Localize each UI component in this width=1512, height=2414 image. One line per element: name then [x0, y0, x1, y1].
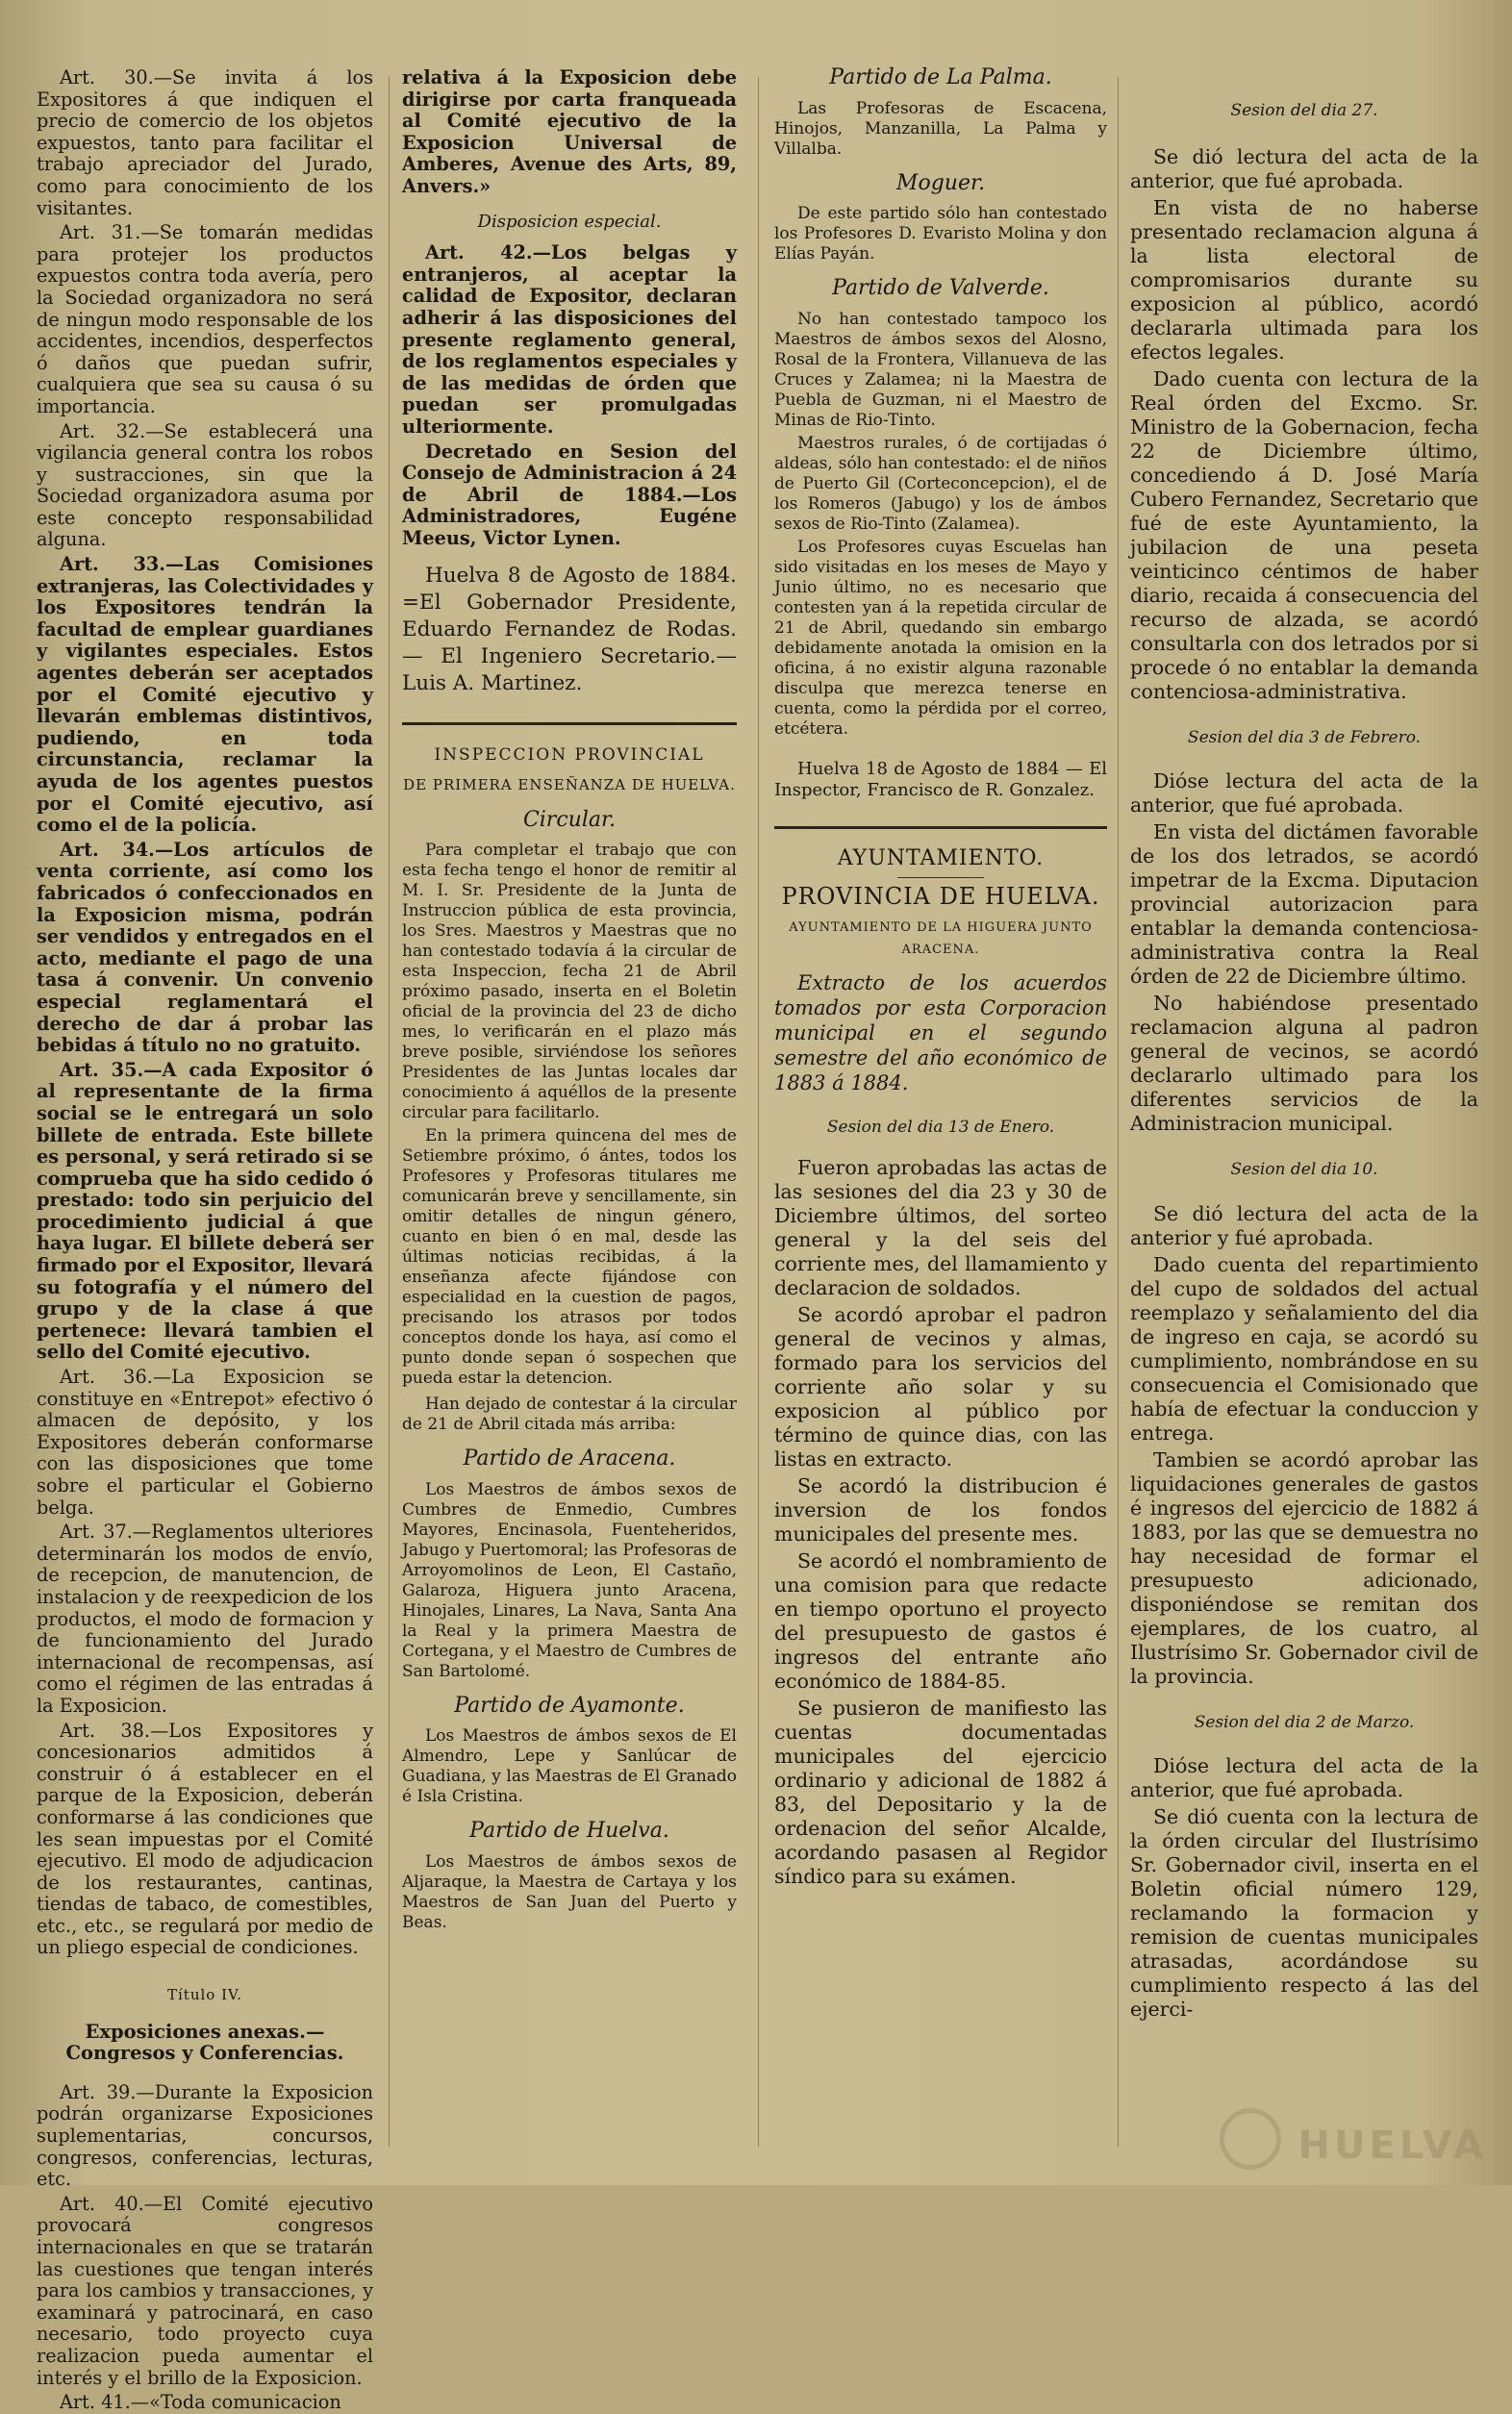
ayuntamiento-heading: AYUNTAMIENTO. — [837, 845, 1045, 870]
inspection-heading: INSPECCION PROVINCIAL — [434, 745, 705, 766]
article-34: Art. 34.—Los artículos de venta corriente, así como los fabricados ó confeccionados en la Exposicion misma, podrán ser vendidos y entregados en el acto, mediante el pago de una tasa á convenir. Un convenio especial reglamentará el derecho de dar á probar las bebidas á título no no gratuito. — [37, 838, 373, 1057]
ayuntamiento-subheading: AYUNTAMIENTO DE LA HIGUERA JUNTO ARACENA. — [789, 919, 1093, 957]
acuerdo-10-1: Se dió lectura del acta de la anterior y fué aprobada. — [1130, 1201, 1478, 1249]
acuerdo-27-2: En vista de no haberse presentado reclamacion alguna á la lista electoral de compromisarios durante su exposicion al público, acordó declararla ultimada para los efectos legales. — [1130, 195, 1478, 364]
inspection-subheading: DE PRIMERA ENSEÑANZA DE HUELVA. — [403, 776, 736, 794]
acuerdo-4: Se acordó el nombramiento de una comision para que redacte en tiempo oportuno el proyecto del presupuesto de gastos é ingresos del entrante año económico de 1884-85. — [774, 1548, 1107, 1693]
circular-para-1: Para completar el trabajo que con esta fecha tengo el honor de remitir al M. I. Sr. Presidente de la Junta de Instruccion pública de esta provincia, los Sres. Maestros y Maestras que no han contestado todavía á la circular de esta Inspeccion, fecha 21 de Abril próximo pasado, inserta en el Boletin oficial de la provincia del 23 de dicho mes, lo verificarán en el plazo más breve posible, sirviéndose los señores Presidentes de las Juntas locales dar conocimiento á aquéllos de la presente circular para facilitarlo. — [402, 841, 737, 1123]
acuerdo-2: Se acordó aprobar el padron general de vecinos y almas, formado para los servicios del corriente año solar y su exposicion al público por término de quince dias, con las listas en extracto. — [774, 1302, 1107, 1471]
valverde-text-1: No han contestado tampoco los Maestros de ámbos sexos del Alosno, Rosal de la Frontera, Villanueva de las Cruces y Zalamea; ni la Maestra de Puebla de Guzman, ni el Maestro de Minas de Rio-Tinto. — [774, 309, 1107, 430]
sesion-13-enero: Sesion del dia 13 de Enero. — [826, 1118, 1055, 1138]
article-41-cont: relativa á la Exposicion debe dirigirse por carta franqueada al Comité ejecutivo de la Exposicion Universal de Amberes, Avenue des Arts, 89, Anvers.» — [402, 66, 737, 197]
acuerdo-10-3: Tambien se acordó aprobar las liquidaciones generales de gastos é ingresos del ejercicio de 1882 á 1883, por las que se demuestra no hay necesidad de formar el presupuesto adicionado, disponiéndose se remitan dos ejemplares, de los cuatro, al Ilustrísimo Sr. Gobernador civil de la provincia. — [1130, 1447, 1478, 1688]
acuerdo-feb-1: Dióse lectura del acta de la anterior, que fué aprobada. — [1130, 769, 1478, 817]
circular-para-3: Han dejado de contestar á la circular de 21 de Abril citada más arriba: — [402, 1395, 737, 1435]
sesion-10: Sesion del dia 10. — [1230, 1160, 1378, 1180]
column-divider — [1118, 77, 1119, 2147]
circular-para-2: En la primera quincena del mes de Setiembre próximo, ó ántes, todos los Profesores y Profesoras titulares me comunicarán breve y sencillamente, sin omitir detalles de ningun género, cuanto en bien ó en mal, desde las últimas noticias recibidas, á la enseñanza afecte fijándose con especialidad en la cuestion de pagos, precisando los atrasos por todos conceptos donde los haya, así como el punto donde sepan ó sospechen que pueda estar la detencion. — [402, 1126, 737, 1389]
article-37: Art. 37.—Reglamentos ulteriores determinarán los modos de envío, de recepcion, de manutencion, de instalacion y de reexpedicion de los productos, el modo de formacion y de funcionamiento del Jurado internacional de recompensas, así como el régimen de las entradas á la Exposicion. — [37, 1521, 373, 1717]
article-39: Art. 39.—Durante la Exposicion podrán organizarse Exposiciones suplementarias, concursos, congresos, conferencias, lecturas, etc. — [37, 2080, 373, 2191]
watermark-text: HUELVA — [1298, 2124, 1487, 2168]
title-iv: Título IV. — [167, 1986, 242, 2004]
article-30: Art. 30.—Se invita á los Expositores á que indiquen el precio de comercio de los objetos expuestos, tanto para facilitar el trabajo apreciador del Jurado, como para conocimiento de los visitantes. — [37, 66, 373, 219]
column-divider — [758, 77, 759, 2147]
article-35: Art. 35.—A cada Expositor ó al representante de la firma social se le entregará un solo billete de entrada. Este billete es personal, y será retirado si se comprueba que ha sido cedido ó prestado: todo sin perjuicio del procedimiento judicial á que haya lugar. El billete deberá ser firmado por el Expositor, llevará su fotografía y el número del grupo y de la clase á que pertenece: llevará tambien el sello del Comité ejecutivo. — [37, 1058, 373, 1364]
acuerdo-feb-2: En vista del dictámen favorable de los dos letrados, se acordó impetrar de la Excma. Diputacion provincial autorizacion para entablar la demanda contenciosa-administrativa contra la Real órden de 22 de Diciembre último. — [1130, 820, 1478, 989]
acuerdo-27-3: Dado cuenta con lectura de la Real órden del Excmo. Sr. Ministro de la Gobernacion, fecha 22 de Diciembre último, concediendo á D. José María Cubero Fernandez, Secretario que fué de este Ayuntamiento, la jubilacion de una peseta veinticinco céntimos de haber diario, recaida á consecuencia del recurso de alzada, se acordó consultarla con dos letrados por si procede ó no entablar la demanda contenciosa-administrativa. — [1130, 366, 1478, 703]
acuerdo-3: Se acordó la distribucion é inversion de los fondos municipales del presente mes. — [774, 1473, 1107, 1546]
sesion-2-marzo: Sesion del dia 2 de Marzo. — [1194, 1712, 1415, 1732]
sesion-27: Sesion del dia 27. — [1230, 101, 1378, 120]
valverde-text-2: Maestros rurales, ó de cortijadas ó aldeas, sólo han contestado: el de niños de Puerto Gil (Corteconcepcion), el de los Romeros (Jabugo) y los de ámbos sexos de Rio-Tinto (Zalamea). — [774, 433, 1107, 534]
acuerdo-mar-1: Dióse lectura del acta de la anterior, que fué aprobada. — [1130, 1754, 1478, 1802]
partido-huelva-heading: Partido de Huelva. — [469, 1819, 669, 1844]
article-38: Art. 38.—Los Expositores y concesionarios admitidos á construir ó á establecer en el parque de la Exposicion, deberán conformarse á las condiciones que les sean impuestas por el Comité ejecutivo. El modo de adjudicacion de los restaurantes, cantinas, tiendas de tabaco, de comestibles, etc., etc., se regulará por medio de un pliego especial de condiciones. — [37, 1719, 373, 1959]
sesion-3-febrero: Sesion del dia 3 de Febrero. — [1187, 727, 1422, 747]
acuerdo-mar-2: Se dió cuenta con la lectura de la órden circular del Ilustrísimo Sr. Gobernador civil, inserta en el Boletin oficial número 129, reclamando la formacion y remision de cuentas municipales atrasadas, acordándose su cumplimiento respecto á las del ejerci- — [1130, 1805, 1478, 2022]
column-2 — [402, 67, 737, 2145]
valverde-text-3: Los Profesores cuyas Escuelas han sido visitadas en los meses de Mayo y Junio último, no es necesario que contesten yan á la repetida circular de 21 de Abril, quedando sin embargo debidamente anotada la omision en la oficina, á no existir alguna razonable disculpa que merezca tenerse en cuenta, como la pérdida por el correo, etcétera. — [774, 537, 1107, 739]
partido-palma-heading: Partido de La Palma. — [829, 65, 1052, 89]
column-3 — [774, 67, 1107, 2145]
acuerdo-27-1: Se dió lectura del acta de la anterior, que fué aprobada. — [1130, 144, 1478, 192]
column-4 — [1130, 100, 1478, 2177]
acuerdo-1: Fueron aprobadas las actas de las sesiones del dia 23 y 30 de Diciembre últimos, del sorteo general y la del seis del corriente mes, del llamamiento y declaracion de soldados. — [774, 1155, 1107, 1299]
partido-valverde-heading: Partido de Valverde. — [832, 276, 1049, 301]
extracto-heading: Extracto de los acuerdos tomados por esta Corporacion municipal en el segundo semestre del año económico de 1883 á 1884. — [774, 971, 1107, 1095]
signature-block: Huelva 8 de Agosto de 1884. =El Gobernador Presidente, Eduardo Fernandez de Rodas.— El Ingeniero Secretario.—Luis A. Martinez. — [402, 564, 737, 696]
partido-palma-text: Las Profesoras de Escacena, Hinojos, Manzanilla, La Palma y Villalba. — [774, 98, 1107, 159]
circular-heading: Circular. — [522, 807, 617, 832]
section-heading: Exposiciones anexas.—Congresos y Conferencias. — [65, 2020, 344, 2065]
decree-text: Decretado en Sesion del Consejo de Administracion á 24 de Abril de 1884.—Los Administradores, Eugéne Meeus, Victor Lynen. — [402, 440, 737, 549]
section-divider — [774, 826, 1107, 829]
watermark-emblem-icon — [1220, 2108, 1281, 2170]
moguer-text: De este partido sólo han contestado los Profesores D. Evaristo Molina y don Elías Payán. — [774, 204, 1107, 264]
article-40: Art. 40.—El Comité ejecutivo provocará congresos internacionales en que se tratarán las cuestiones que tengan interés para los cambios y transacciones, y examinará y patrocinará, en caso necesario, todo proyecto cuya realizacion pueda aumentar el interés y el brillo de la Exposicion. — [37, 2192, 373, 2389]
column-1 — [37, 66, 373, 2414]
partido-ayamonte-text: Los Maestros de ámbos sexos de El Almendro, Lepe y Sanlúcar de Guadiana, y las Maestras de El Granado é Isla Cristina. — [402, 1726, 737, 1807]
article-42: Art. 42.—Los belgas y entranjeros, al aceptar la calidad de Expositor, declaran adherir á las disposiciones del presente reglamento general, de los reglamentos especiales y de las medidas de órden que puedan ser promulgadas ulteriormente. — [402, 241, 737, 438]
inspector-signature: Huelva 18 de Agosto de 1884 — El Inspector, Francisco de R. Gonzalez. — [774, 758, 1107, 800]
short-divider — [897, 877, 984, 878]
acuerdo-feb-3: No habiéndose presentado reclamacion alguna al padron general de vecinos, se acordó declararlo ultimado para los diferentes servicios de la Administracion municipal. — [1130, 992, 1478, 1136]
provincia-heading: PROVINCIA DE HUELVA. — [781, 883, 1100, 911]
article-32: Art. 32.—Se establecerá una vigilancia general contra los robos y sustracciones, sin que la Sociedad organizadora asuma por este concepto responsabilidad alguna. — [37, 419, 373, 551]
article-33: Art. 33.—Las Comisiones extranjeras, las Colectividades y los Expositores tendrán la facultad de emplear guardianes y vigilantes especiales. Estos agentes deberán ser aceptados por el Comité ejecutivo y llevarán emblemas distintivos, pudiendo, en toda circunstancia, reclamar la ayuda de los agentes puestos por el Comité ejecutivo, así como el de la policía. — [37, 553, 373, 837]
column-divider — [389, 77, 390, 2147]
acuerdo-5: Se pusieron de manifiesto las cuentas documentadas municipales del ejercicio ordinario y adicional de 1882 á 83, del Depositario y la de ordenacion del señor Alcalde, acordando pasasen al Regidor síndico para su exámen. — [774, 1696, 1107, 1888]
partido-huelva-text: Los Maestros de ámbos sexos de Aljaraque, la Maestra de Cartaya y los Maestros de San Juan del Puerto y Beas. — [402, 1852, 737, 1933]
moguer-heading: Moguer. — [895, 170, 986, 195]
section-divider — [402, 722, 737, 725]
partido-aracena-heading: Partido de Aracena. — [463, 1446, 676, 1471]
partido-ayamonte-heading: Partido de Ayamonte. — [454, 1693, 685, 1718]
disposicion-heading: Disposicion especial. — [477, 211, 662, 232]
article-41: Art. 41.—«Toda comunicacion — [60, 2391, 341, 2414]
partido-aracena-text: Los Maestros de ámbos sexos de Cumbres de Enmedio, Cumbres Mayores, Encinasola, Fuenteheridos, Jabugo y Puertomoral; las Profesoras de Arroyomolinos de Leon, El Castaño, Galaroza, Higuera junto Aracena, Hinojales, Linares, La Nava, Santa Ana la Real y la primera Maestra de Cortegana, y el Maestro de Cumbres de San Bartolomé. — [402, 1479, 737, 1681]
article-31: Art. 31.—Se tomarán medidas para protejer los productos expuestos contra toda avería, pero la Sociedad organizadora no será de ningun modo responsable de los accidentes, incendios, desperfectos ó daños que puedan sufrir, cualquiera que sea su causa ó su importancia. — [37, 221, 373, 417]
acuerdo-10-2: Dado cuenta del repartimiento del cupo de soldados del actual reemplazo y señalamiento del dia de ingreso en caja, se acordó su cumplimiento, nombrándose en su consecuencia el Comisionado que había de efectuar la conduccion y entrega. — [1130, 1252, 1478, 1445]
article-36: Art. 36.—La Exposicion se constituye en «Entrepot» efectivo ó almacen de depósito, y los Expositores deberán conformarse con las disposiciones que tome sobre el particular el Gobierno belga. — [37, 1366, 373, 1519]
